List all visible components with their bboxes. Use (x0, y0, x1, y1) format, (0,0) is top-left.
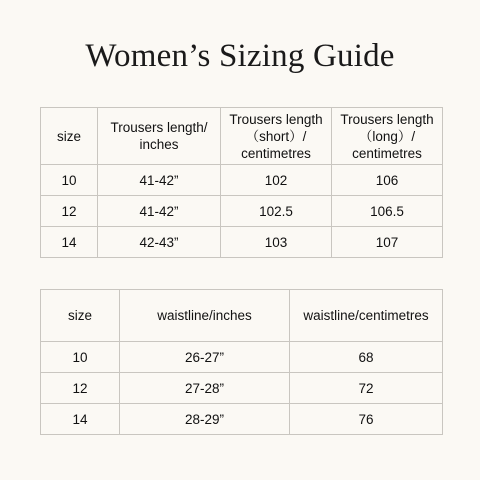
table-row (41, 196, 443, 227)
cell-size: 12 (41, 196, 98, 227)
table-row (41, 165, 443, 196)
cell-length-inches: 42-43” (98, 227, 221, 258)
cell-size: 10 (41, 165, 98, 196)
page-title: Women’s Sizing Guide (85, 38, 395, 74)
header-trousers-length-inches (98, 108, 221, 165)
table-row (41, 342, 443, 373)
table-row (41, 227, 443, 258)
header-text: Trousers length （short）/ centimetres (229, 111, 323, 161)
table-row (41, 404, 443, 435)
cell-size: 10 (41, 342, 120, 373)
cell-length-long-cm: 107 (332, 227, 443, 258)
cell-waist-cm: 76 (290, 404, 443, 435)
cell-size: 14 (41, 227, 98, 258)
cell-waist-cm: 72 (290, 373, 443, 404)
cell-length-short-cm: 102.5 (221, 196, 332, 227)
cell-size: 14 (41, 404, 120, 435)
header-trousers-length-short-cm (221, 108, 332, 165)
cell-length-inches: 41-42” (98, 165, 221, 196)
table-header-row (41, 290, 443, 342)
header-text: Trousers length （long）/ centimetres (340, 111, 434, 161)
cell-size: 12 (41, 373, 120, 404)
header-size: size (41, 108, 98, 165)
cell-length-short-cm: 103 (221, 227, 332, 258)
cell-length-long-cm: 106 (332, 165, 443, 196)
table-row (41, 373, 443, 404)
cell-waist-inches: 27-28” (120, 373, 290, 404)
cell-length-inches: 41-42” (98, 196, 221, 227)
cell-waist-inches: 28-29” (120, 404, 290, 435)
header-text: Trousers length/ inches (110, 120, 208, 152)
header-size: size (41, 290, 120, 342)
header-waistline-cm: waistline/centimetres (290, 290, 443, 342)
header-waistline-inches: waistline/inches (120, 290, 290, 342)
cell-waist-cm: 68 (290, 342, 443, 373)
table-header-row (41, 108, 443, 165)
cell-waist-inches: 26-27” (120, 342, 290, 373)
waistline-table (40, 289, 443, 435)
header-trousers-length-long-cm (332, 108, 443, 165)
cell-length-short-cm: 102 (221, 165, 332, 196)
cell-length-long-cm: 106.5 (332, 196, 443, 227)
trousers-length-table (40, 107, 443, 258)
